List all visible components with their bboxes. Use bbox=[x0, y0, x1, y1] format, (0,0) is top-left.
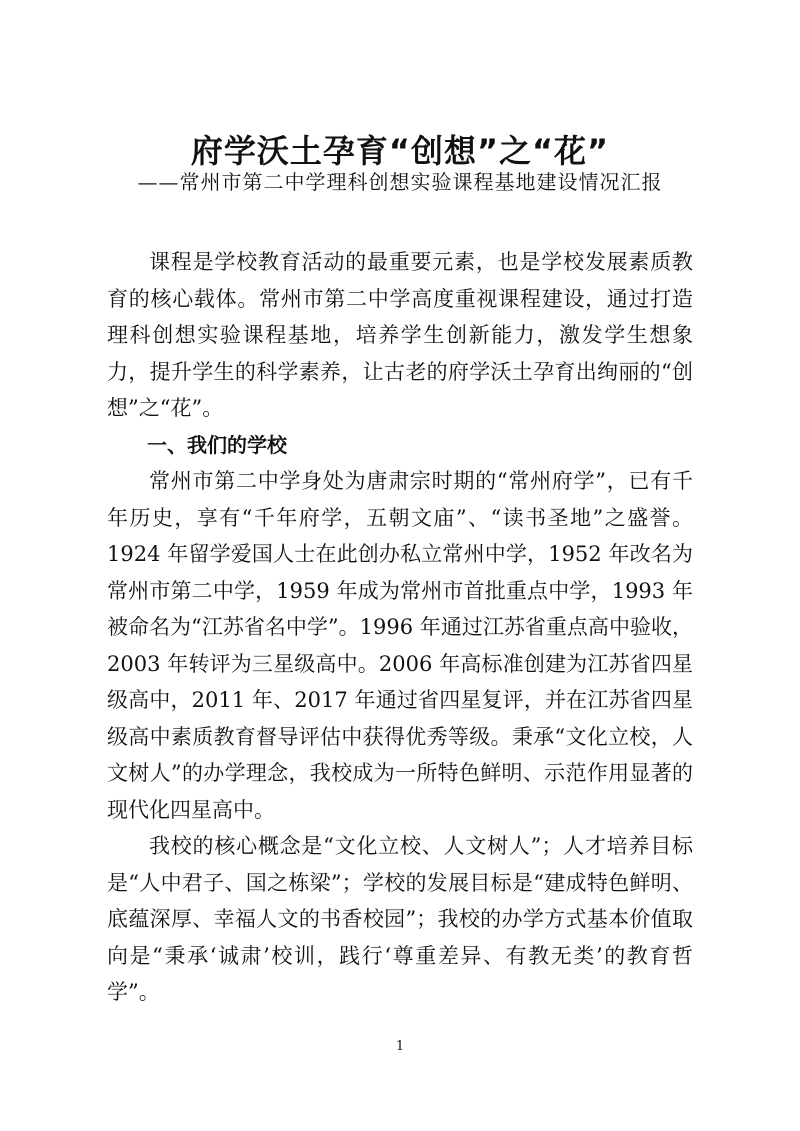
school-history-paragraph: 常州市第二中学身处为唐肃宗时期的“常州府学”，已有千年历史，享有“千年府学，五朝文庙”、“读书圣地”之盛誉。1924 年留学爱国人士在此创办私立常州中学，1952 年改名为常州市第二中学，1959 年成为常州市首批重点中学，1993 年被命名为“江苏省名中学”。1996 年通过江苏省重点高中验收，2003 年转评为三星级高中。2006 年高标准创建为江苏省四星级高中，2011 年、2017 年通过省四星复评，并在江苏省四星级高中素质教育督导评估中获得优秀等级。秉承“文化立校，人文树人”的办学理念，我校成为一所特色鲜明、示范作用显著的现代化四星高中。 bbox=[107, 469, 693, 822]
document-body bbox=[107, 244, 693, 1011]
core-concept-paragraph: 我校的核心概念是“文化立校、人文树人”；人才培养目标是“人中君子、国之栋梁”；学校的发展目标是“建成特色鲜明、底蕴深厚、幸福人文的书香校园”；我校的办学方式基本价值取向是“秉承‘诚肃’校训，践行‘尊重差异、有教无类’的教育哲学”。 bbox=[107, 834, 693, 1004]
page-number: 1 bbox=[395, 1039, 405, 1054]
intro-paragraph: 课程是学校教育活动的最重要元素，也是学校发展素质教育的核心载体。常州市第二中学高度重视课程建设，通过打造理科创想实验课程基地，培养学生创新能力，激发学生想象力，提升学生的科学素养，让古老的府学沃土孕育出绚丽的“创想”之“花”。 bbox=[107, 250, 693, 420]
document-title: 府学沃土孕育“创想”之“花” bbox=[190, 132, 610, 171]
section-heading: 一、我们的学校 bbox=[147, 432, 287, 457]
document-subtitle: ——常州市第二中学理科创想实验课程基地建设情况汇报 bbox=[137, 170, 663, 194]
